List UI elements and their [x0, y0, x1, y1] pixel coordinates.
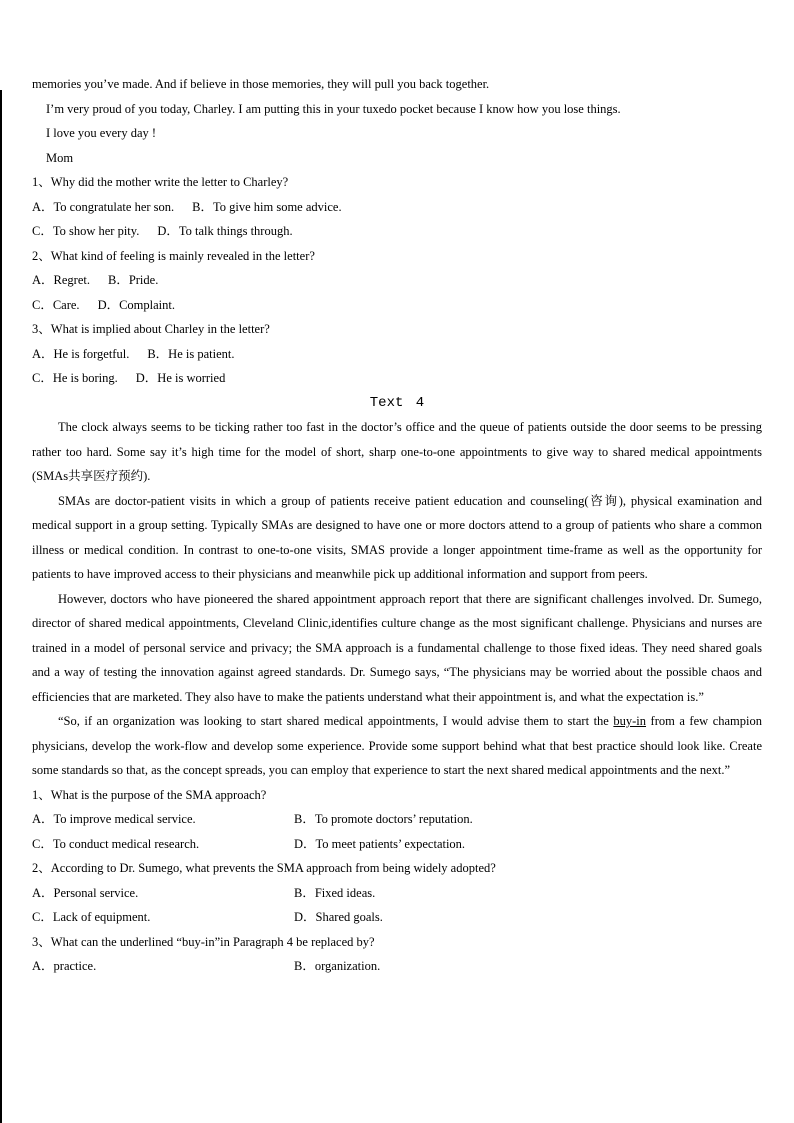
letter-signature: Mom [46, 150, 74, 165]
option-row [32, 807, 762, 832]
question-stem: Why did the mother write the letter to Charley? [50, 175, 289, 189]
option-d: D．Complaint. [97, 297, 175, 312]
text4-paragraph-1: The clock always seems to be ticking rather too fast in the doctor’s office and the queue of patients outside the door seems to be pressing rather too hard. Some say it’s high time for the model of short, sharp one-to-one appointments to give way to shared medical appointments (SMAs共享医疗预约). [32, 420, 762, 483]
option-b: B．He is patient. [147, 346, 235, 361]
question-block-text4-3 [32, 930, 762, 979]
option-row [32, 195, 762, 220]
question-text [32, 170, 762, 195]
letter-line: I’m very proud of you today, Charley. I am putting this in your tuxedo pocket because I know how you lose things. [46, 101, 621, 116]
question-stem: What can the underlined “buy-in”in Paragraph 4 be replaced by? [50, 934, 375, 949]
question-stem: According to Dr. Sumego, what prevents the SMA approach from being widely adopted? [50, 861, 496, 875]
option-row [32, 881, 762, 906]
option-row [32, 832, 762, 857]
option-b: B．Fixed ideas. [294, 885, 376, 900]
section-heading-text4: Text 4 [369, 394, 425, 411]
question-number: 1、 [32, 787, 51, 802]
option-row [32, 268, 762, 293]
option-c: C．To conduct medical research. [32, 836, 200, 851]
question-block-text4-1 [32, 783, 762, 857]
question-stem: What is the purpose of the SMA approach? [50, 787, 267, 802]
question-block-letter-3 [32, 317, 762, 391]
option-d: D．To talk things through. [157, 224, 293, 238]
option-a: A．Personal service. [32, 885, 139, 900]
option-c: C．He is boring. [32, 371, 118, 385]
question-number: 2、 [32, 861, 51, 875]
option-a: A．Regret. [32, 273, 90, 287]
option-c: C．Care. [32, 297, 80, 312]
option-b: B．To promote doctors’ reputation. [294, 812, 473, 826]
text4-paragraph-2: SMAs are doctor-patient visits in which a group of patients receive patient education and counseling(咨询), physical examination and medical support in a group setting. Typically SMAs are designed to have one or more doctors attend to a group of patients who share a common illness or medical condition. In contrast to one-to-one visits, SMAS provide a longer appointment time-frame as well as the opportunity for patients to have improved access to their physicians and meanwhile pick up additional information and support from peers. [32, 493, 762, 581]
option-row [32, 219, 762, 244]
question-block-text4-2 [32, 856, 762, 930]
scan-edge-artifact [0, 90, 2, 1123]
question-number: 2、 [32, 248, 51, 263]
option-row [32, 293, 762, 318]
letter-line: memories you’ve made. And if believe in those memories, they will pull you back together. [32, 77, 490, 91]
letter-line: I love you every day ! [46, 126, 157, 140]
option-d: D．To meet patients’ expectation. [294, 836, 466, 851]
option-a: A．To improve medical service. [32, 812, 196, 826]
question-text [32, 856, 762, 881]
underlined-phrase: buy-in [613, 714, 647, 728]
option-a: A．practice. [32, 959, 97, 973]
option-d: D．He is worried [135, 371, 226, 385]
option-c: C．To show her pity. [32, 224, 140, 238]
option-b: B．Pride. [107, 273, 159, 287]
option-row [32, 954, 762, 979]
option-row [32, 366, 762, 391]
option-a: A．To congratulate her son. [32, 199, 175, 214]
question-text [32, 783, 762, 808]
option-d: D．Shared goals. [294, 910, 383, 924]
paragraph-text: “So, if an organization was looking to start shared medical appointments, I would advise them to start the [58, 714, 614, 728]
option-b: B．To give him some advice. [192, 199, 342, 214]
option-row [32, 342, 762, 367]
question-number: 3、 [32, 322, 51, 336]
text4-paragraph-4 [32, 709, 762, 783]
question-number: 1、 [32, 175, 51, 189]
question-text [32, 244, 762, 269]
question-block-letter-1 [32, 170, 762, 244]
option-c: C．Lack of equipment. [32, 910, 151, 924]
question-text [32, 317, 762, 342]
question-stem: What is implied about Charley in the letter? [50, 322, 270, 336]
question-number: 3、 [32, 934, 51, 949]
text4-paragraph-3: However, doctors who have pioneered the shared appointment approach report that there are significant challenges involved. Dr. Sumego, director of shared medical appointments, Cleveland Clinic,identifies culture change as the most significant challenge. Physicians and nurses are trained in a model of personal service and privacy; the SMA approach is a fundamental challenge to those fixed ideas. They need shared goals and a way of testing the innovation against agreed standards. Dr. Sumego says, “The physicians may be worried about the possible chaos and efficiencies that are marketed. They also have to make the patients understand what their appointment is, and what the expectation is.” [32, 591, 762, 704]
paragraph-text: from a few champion physicians, develop the work-flow and develop some experience. Provide some support behind what that best practice should look like. Create some standards so that, as the concept spreads, you can employ that experience to start the next shared medical appointments and the next.” [32, 714, 762, 777]
option-a: A．He is forgetful. [32, 346, 130, 361]
option-row [32, 905, 762, 930]
question-stem: What kind of feeling is mainly revealed in the letter? [50, 248, 315, 263]
question-text [32, 930, 762, 955]
option-b: B．organization. [294, 959, 381, 973]
question-block-letter-2 [32, 244, 762, 318]
